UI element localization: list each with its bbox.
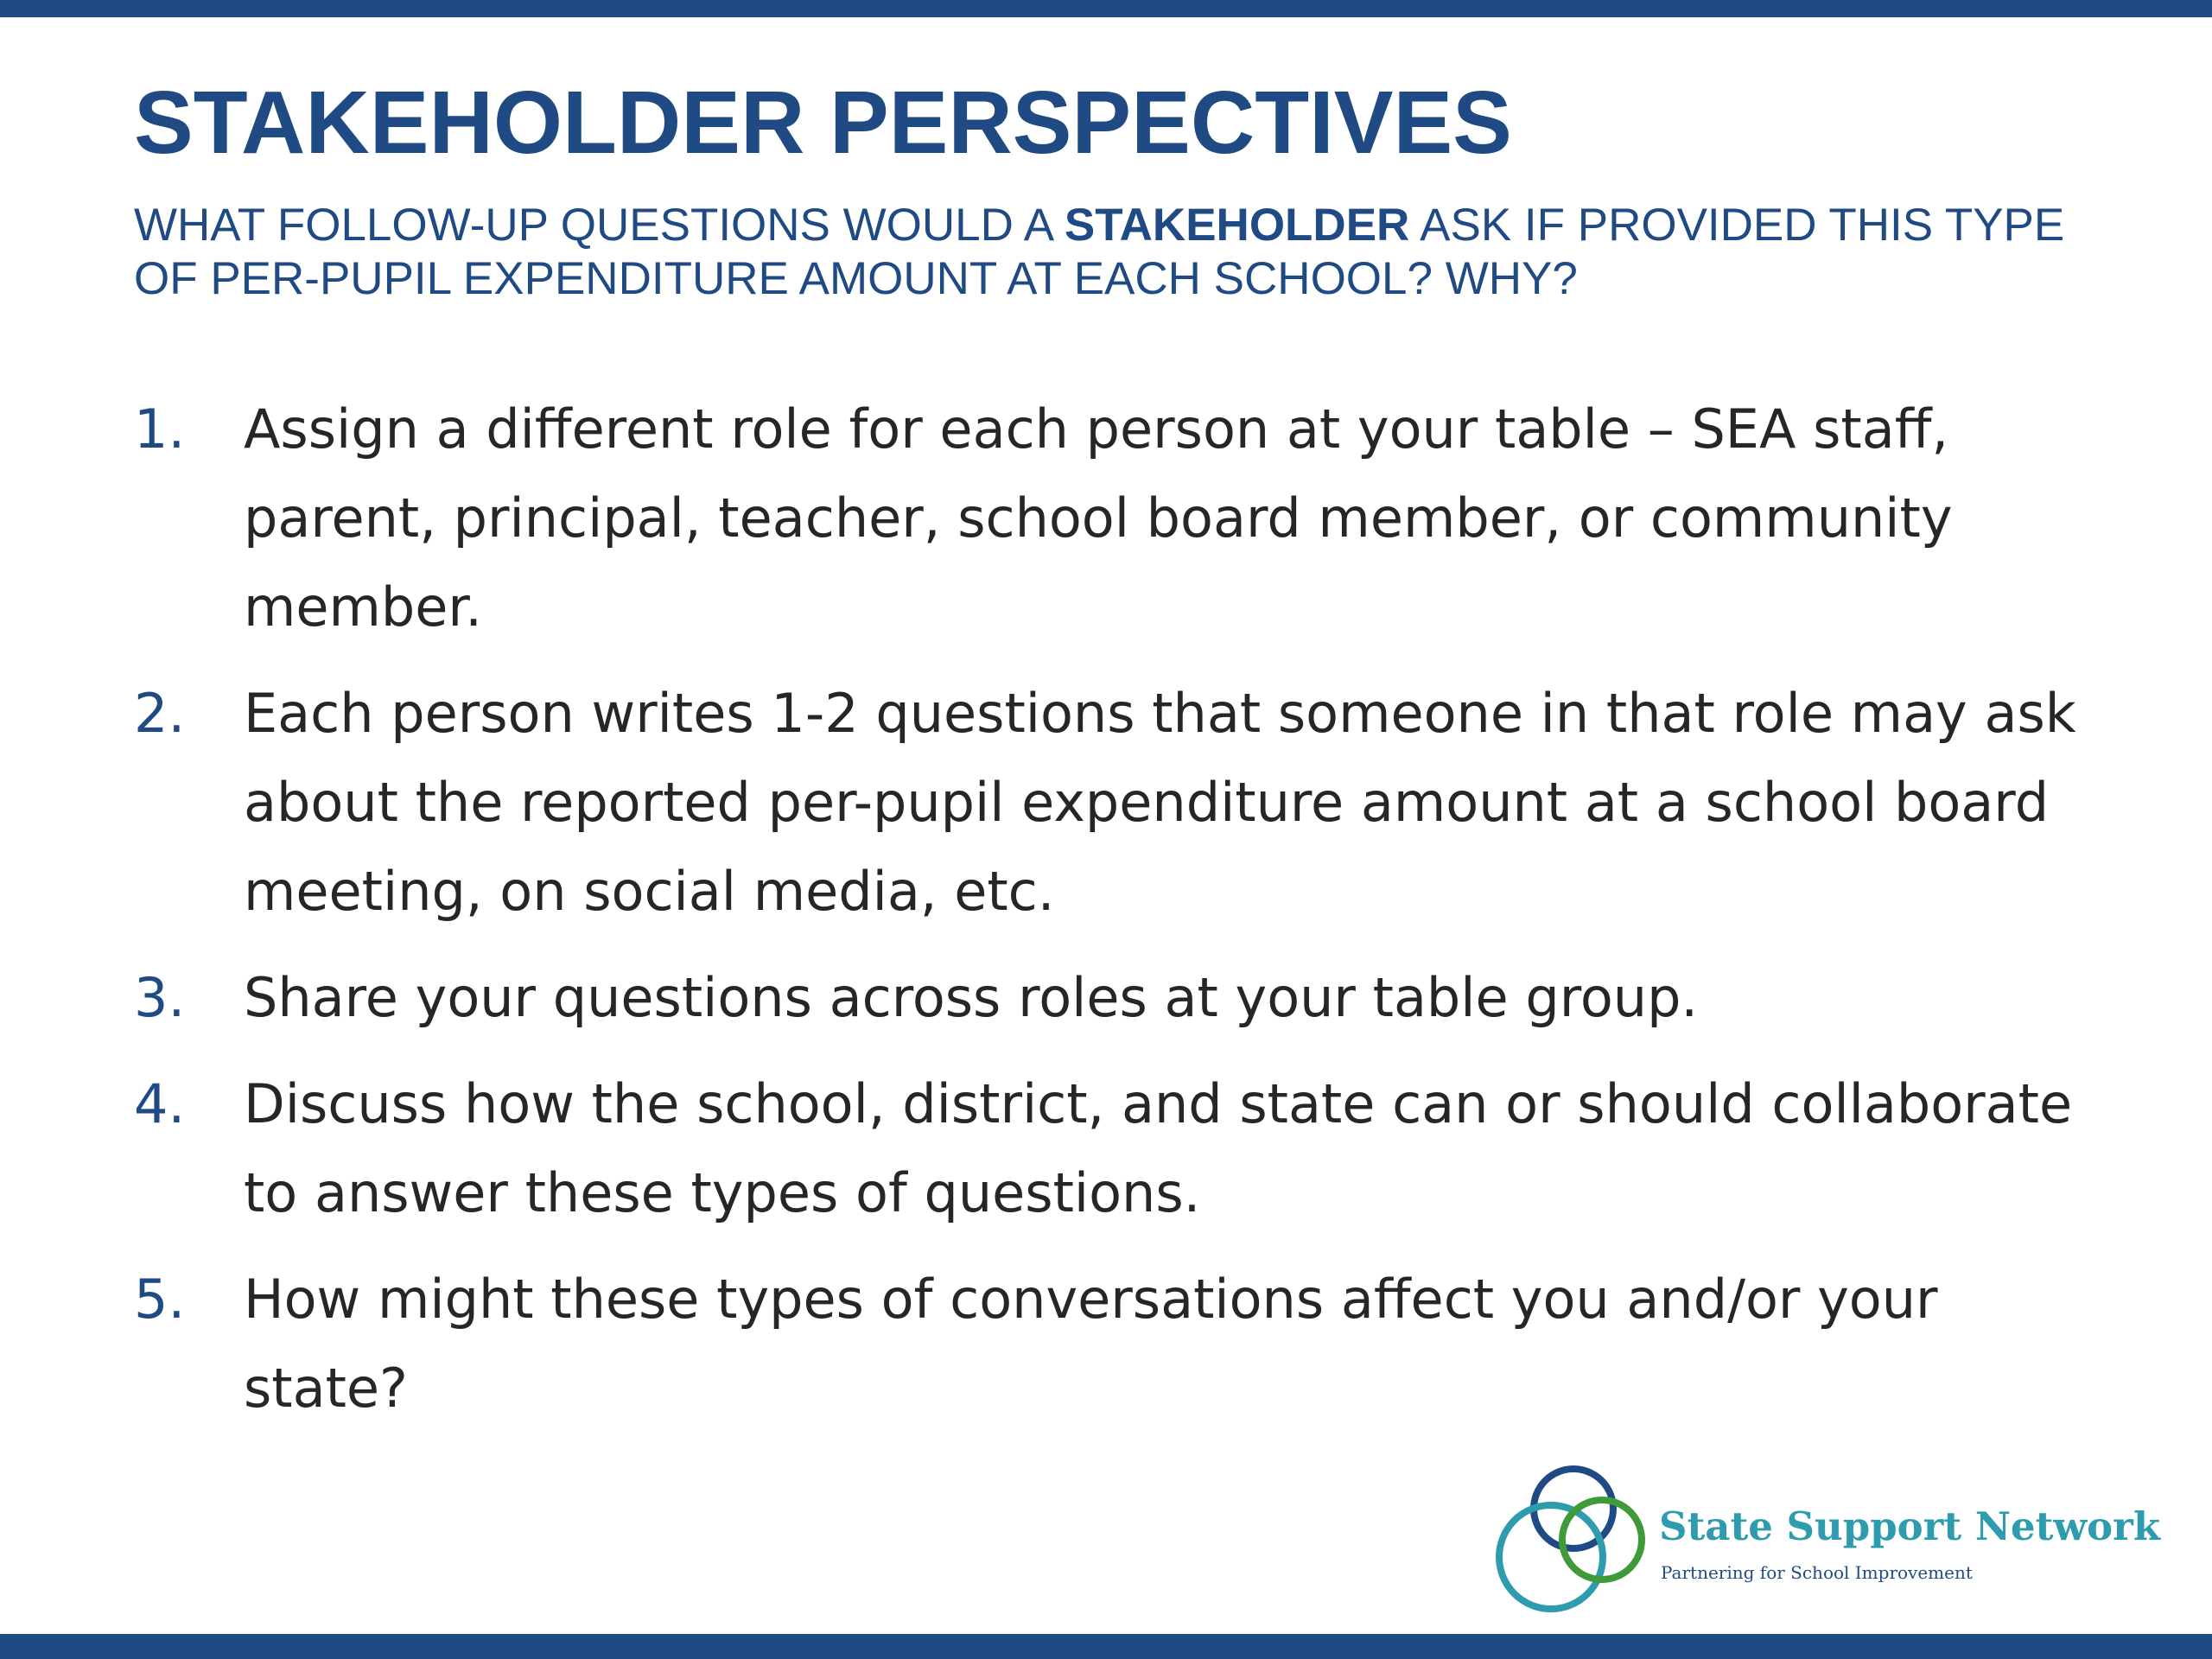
step-text: Assign a different role for each person at your table – SEA staff, parent, principal, teacher, school board member, or community member.	[244, 397, 1953, 639]
step-number: 4.	[134, 1072, 186, 1135]
slide-title: STAKEHOLDER PERSPECTIVES	[134, 73, 1512, 172]
step-text: Discuss how the school, district, and state can or should collaborate to answer these types of questions.	[244, 1072, 2073, 1224]
list-item	[134, 669, 2087, 936]
bottom-accent-bar	[0, 1634, 2212, 1659]
step-number: 3.	[134, 966, 186, 1029]
logo-tagline: Partnering for School Improvement	[1661, 1562, 1973, 1583]
top-accent-bar	[0, 0, 2212, 17]
step-number: 2.	[134, 682, 186, 745]
step-text: How might these types of conversations affect you and/or your state?	[244, 1268, 1938, 1420]
step-text: Share your questions across roles at your table group.	[244, 966, 1699, 1029]
subtitle-emphasis: STAKEHOLDER	[1064, 200, 1410, 251]
subtitle-text-end: ASK IF PROVIDED THIS TYPE OF PER-PUPIL EXPENDITURE AMOUNT AT EACH SCHOOL? WHY?	[134, 200, 2065, 304]
interlocking-rings-icon	[1482, 1460, 1655, 1624]
list-item	[134, 385, 2087, 652]
list-item	[134, 953, 2087, 1042]
list-item	[134, 1255, 2087, 1433]
instruction-list	[134, 385, 2087, 1450]
subtitle-text-start: WHAT FOLLOW-UP QUESTIONS WOULD A	[134, 200, 1065, 251]
step-number: 1.	[134, 397, 186, 461]
logo-ring-left	[1499, 1505, 1603, 1609]
step-number: 5.	[134, 1268, 186, 1331]
logo-name: State Support Network	[1659, 1503, 2161, 1549]
state-support-network-logo	[1482, 1460, 2161, 1624]
list-item	[134, 1059, 2087, 1237]
step-text: Each person writes 1-2 questions that someone in that role may ask about the reported per-pupil expenditure amount at a school board meeting, on social media, etc.	[244, 682, 2076, 923]
slide-subtitle	[134, 199, 2121, 306]
